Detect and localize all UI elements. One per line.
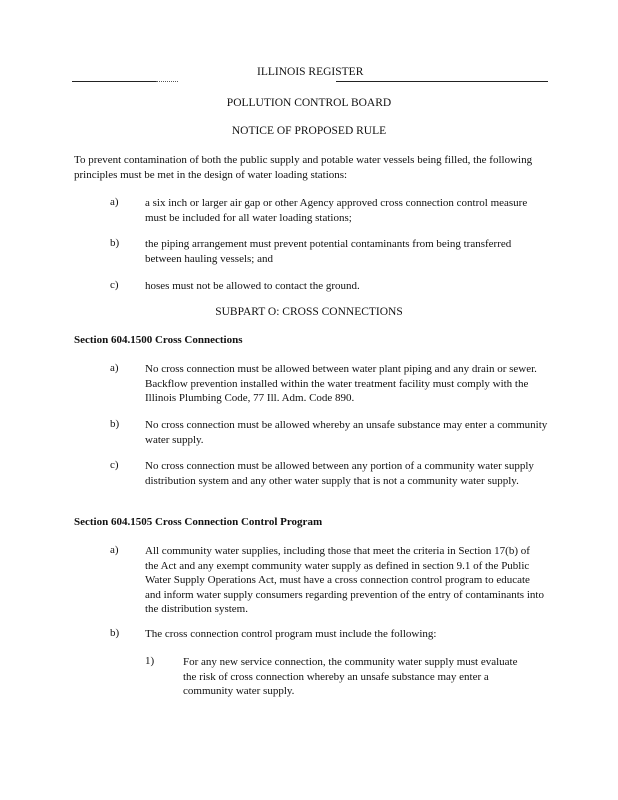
s1500-item-c-label: c) bbox=[110, 459, 119, 471]
s1500-item-a-label: a) bbox=[110, 362, 119, 374]
intro-item-a-label: a) bbox=[110, 196, 119, 208]
section-1500-heading: Section 604.1500 Cross Connections bbox=[74, 334, 243, 346]
section-1505-heading: Section 604.1505 Cross Connection Control Program bbox=[74, 516, 323, 528]
intro-item-c-label: c) bbox=[110, 279, 119, 291]
header-rule-dots bbox=[156, 81, 178, 82]
board-title: POLLUTION CONTROL BOARD bbox=[226, 97, 392, 109]
header-rule-right bbox=[336, 81, 548, 82]
s1500-item-c-text: No cross connection must be allowed between any portion of a community water supply distribution system and any other water supply that is not a community water supply. bbox=[145, 460, 534, 487]
s1500-item-b-text: No cross connection must be allowed whereby an unsafe substance may enter a community water supply. bbox=[145, 419, 548, 446]
intro-item-b-text: the piping arrangement must prevent potential contaminants from being transferred between hauling vessels; and bbox=[145, 238, 512, 265]
notice-title: NOTICE OF PROPOSED RULE bbox=[231, 125, 387, 137]
s1505-item-b-text: The cross connection control program must include the following: bbox=[145, 628, 437, 640]
intro-paragraph: To prevent contamination of both the public supply and potable water vessels being filled, the following principles must be met in the design of water loading stations: bbox=[74, 154, 533, 181]
s1505-subitem-1-text: For any new service connection, the community water supply must evaluate the risk of cross connection whereby an unsafe substance may enter a community water supply. bbox=[183, 656, 518, 697]
intro-item-a-text: a six inch or larger air gap or other Agency approved cross connection control measure must be included for all water loading stations; bbox=[145, 197, 528, 224]
s1505-subitem-1-label: 1) bbox=[145, 655, 155, 667]
s1500-item-a-text: No cross connection must be allowed between water plant piping and any drain or sewer. Backflow prevention installed within the water treatment facility must comply with the Illinois Plumbing Code, 77 Ill. Adm. Code 890. bbox=[145, 363, 537, 404]
s1500-item-b-label: b) bbox=[110, 418, 120, 430]
s1505-item-b-label: b) bbox=[110, 627, 120, 639]
intro-item-c-text: hoses must not be allowed to contact the ground. bbox=[145, 280, 360, 292]
subpart-title: SUBPART O: CROSS CONNECTIONS bbox=[215, 306, 403, 318]
intro-item-b-label: b) bbox=[110, 237, 120, 249]
register-title: ILLINOIS REGISTER bbox=[257, 66, 364, 78]
header-rule-left bbox=[72, 81, 156, 82]
s1505-item-a-text: All community water supplies, including those that meet the criteria in Section 17(b) of the Act and any exempt community water supply as defined in section 9.1 of the Public Water Supply Operations Act, must have a cross connection control program to educate and inform water supply consumers regarding prevention of the entry of contaminants into the distribution system. bbox=[145, 545, 544, 615]
s1505-item-a-label: a) bbox=[110, 544, 119, 556]
